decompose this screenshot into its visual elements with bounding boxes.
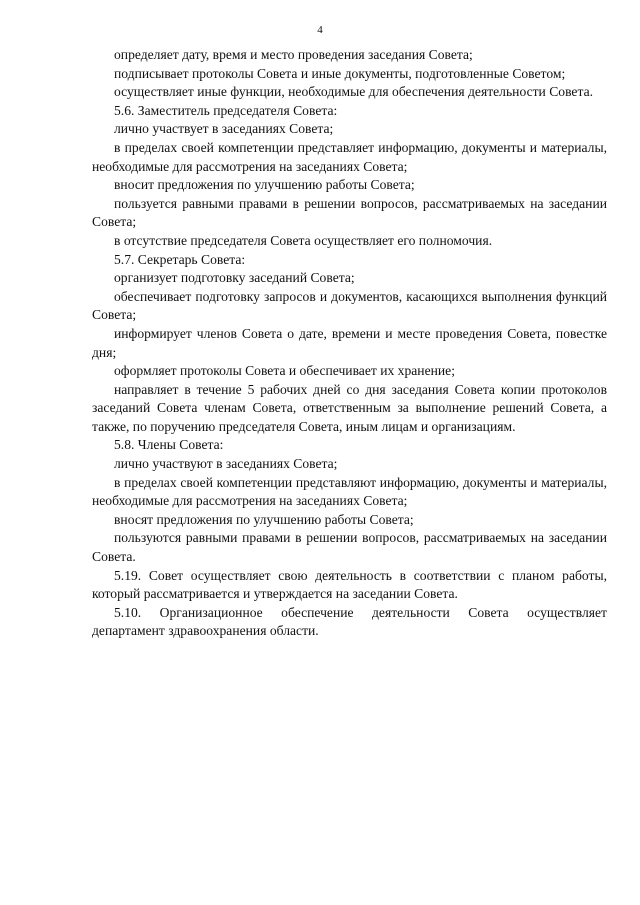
section-5-10: 5.10. Организационное обеспечение деятельности Совета осуществляет департамент здравоохранения области. xyxy=(92,604,607,639)
paragraph: подписывает протоколы Совета и иные документы, подготовленные Советом; xyxy=(114,65,566,81)
paragraph: оформляет протоколы Совета и обеспечивает их хранение; xyxy=(114,363,455,379)
paragraph: осуществляет иные функции, необходимые для обеспечения деятельности Совета. xyxy=(114,84,593,100)
section-heading-5-6: 5.6. Заместитель председателя Совета: xyxy=(114,102,338,118)
section-5-19: 5.19. Совет осуществляет свою деятельность в соответствии с планом работы, который рассматривается и утверждается на заседании Совета. xyxy=(92,567,607,602)
paragraph: организует подготовку заседаний Совета; xyxy=(114,270,355,286)
page-number: 4 xyxy=(317,24,323,36)
section-heading-5-7: 5.7. Секретарь Совета: xyxy=(114,251,246,267)
paragraph: в отсутствие председателя Совета осуществляет его полномочия. xyxy=(114,232,493,248)
paragraph: в пределах своей компетенции представляют информацию, документы и материалы, необходимые для рассмотрения на заседаниях Совета; xyxy=(92,474,607,509)
paragraph: лично участвует в заседаниях Совета; xyxy=(114,121,334,137)
paragraph: определяет дату, время и место проведения заседания Совета; xyxy=(114,47,473,62)
paragraph: информирует членов Совета о дате, времени и месте проведения Совета, повестке дня; xyxy=(92,325,607,360)
paragraph: вносят предложения по улучшению работы Совета; xyxy=(114,511,414,527)
paragraph: обеспечивает подготовку запросов и документов, касающихся выполнения функций Совета; xyxy=(92,288,607,323)
paragraph: лично участвуют в заседаниях Совета; xyxy=(114,456,338,472)
paragraph: пользуются равными правами в решении вопросов, рассматриваемых на заседании Совета. xyxy=(92,530,607,565)
paragraph: пользуется равными правами в решении вопросов, рассматриваемых на заседании Совета; xyxy=(92,195,607,230)
paragraph: направляет в течение 5 рабочих дней со дня заседания Совета копии протоколов заседаний Совета членам Совета, ответственным за выполнение решений Совета, а также, по поручению председателя Совета, иным лицам и организациям. xyxy=(92,381,607,434)
paragraph: в пределах своей компетенции представляет информацию, документы и материалы, необходимые для рассмотрения на заседаниях Совета; xyxy=(92,139,607,174)
document-body xyxy=(92,46,607,641)
section-heading-5-8: 5.8. Члены Совета: xyxy=(114,437,224,453)
paragraph: вносит предложения по улучшению работы Совета; xyxy=(114,177,415,193)
